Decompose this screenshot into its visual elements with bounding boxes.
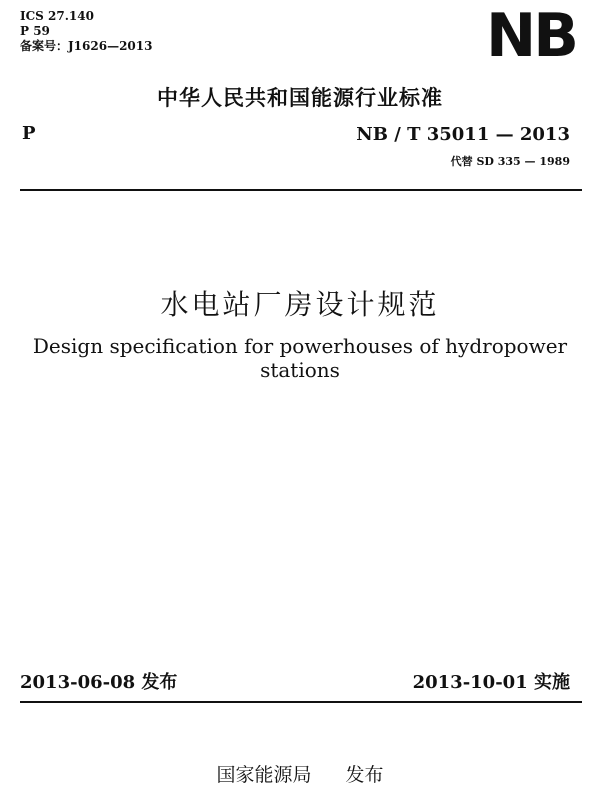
ics-code: ICS 27.140 [20,9,94,23]
category-letter: P [22,123,36,144]
top-divider [20,189,582,191]
standard-number: NB / T 35011 — 2013 [356,124,570,145]
publisher-name: 国家能源局 [216,764,312,786]
implementation-date: 2013-10-01 实施 [412,672,570,693]
bottom-divider [20,701,582,703]
publisher-line [0,760,600,787]
publisher-action: 发布 [345,764,384,786]
replaces-note: 代替 SD 335 — 1989 [450,155,570,168]
nb-logo: NB [486,1,576,71]
industry-standard-title: 中华人民共和国能源行业标准 [157,86,443,110]
record-number: 备案号：J1626—2013 [20,39,153,53]
document-title-chinese: 水电站厂房设计规范 [160,288,440,321]
classification-code: P 59 [20,24,50,38]
issue-date: 2013-06-08 发布 [20,672,178,693]
document-title-english: Design specification for powerhouses of hydropower stations [32,334,568,382]
